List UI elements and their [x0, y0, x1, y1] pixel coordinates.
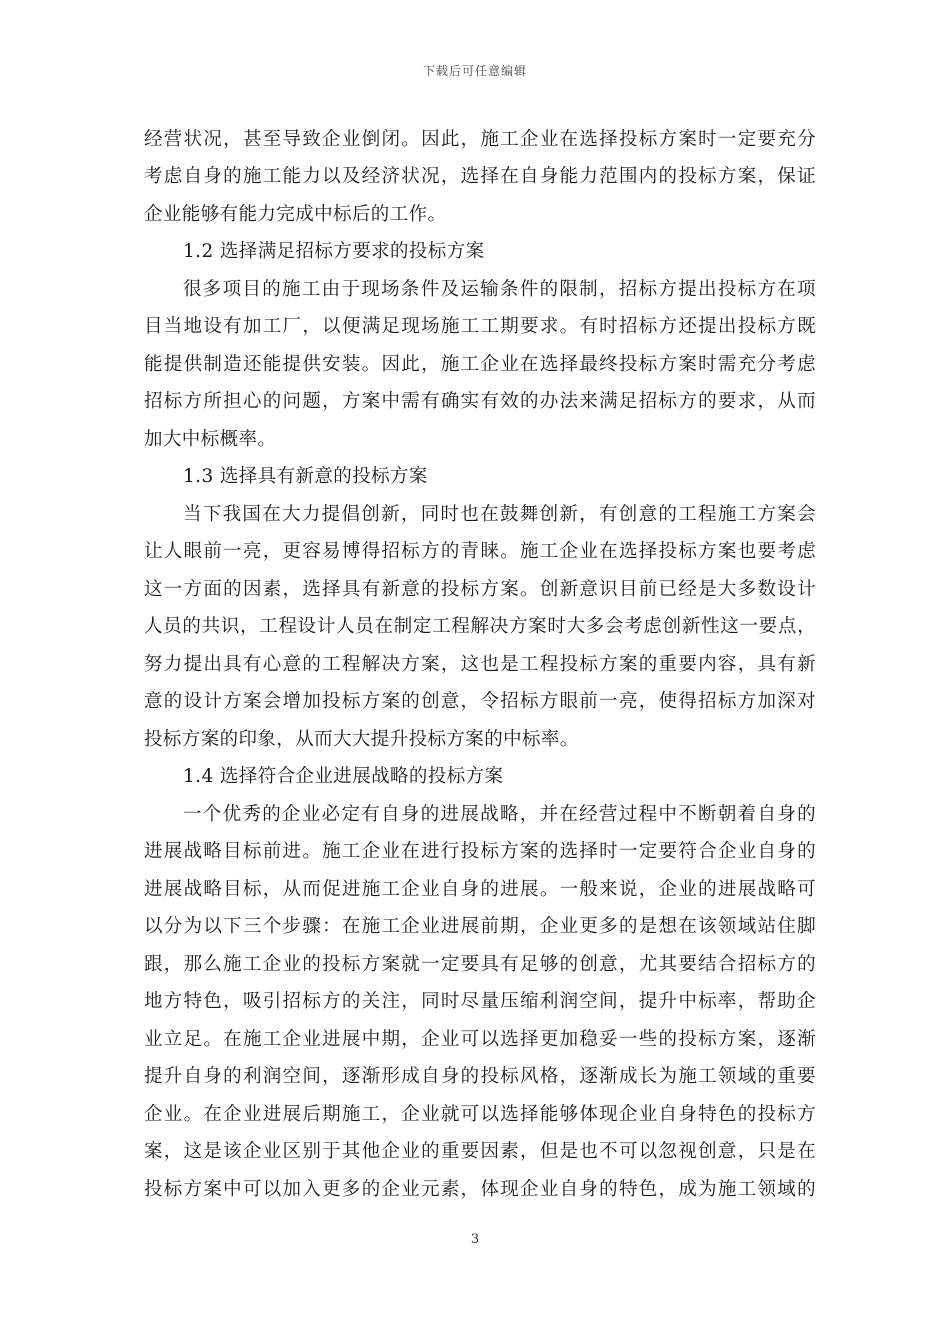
text-line: 业立足。在施工企业进展中期，企业可以选择更加稳妥一些的投标方案，逐渐: [144, 1029, 816, 1050]
text-line: 提升自身的利润空间，逐渐形成自身的投标风格，逐渐成长为施工领域的重要: [144, 1066, 816, 1087]
text-line: 企业能够有能力完成中标后的工作。: [144, 204, 447, 225]
section-heading: 1.2 选择满足招标方要求的投标方案: [183, 241, 485, 262]
text-line: 人员的共识，工程设计人员在制定工程解决方案时大多会考虑创新性这一要点，: [144, 616, 816, 637]
text-line: 投标方案的印象，从而大大提升投标方案的中标率。: [144, 729, 579, 750]
text-line: 案，这是该企业区别于其他企业的重要因素，但是也不可以忽视创意，只是在: [144, 1141, 816, 1162]
section-heading: 1.3 选择具有新意的投标方案: [183, 466, 428, 487]
text-line: 一个优秀的企业必定有自身的进展战略，并在经营过程中不断朝着自身的: [183, 804, 816, 825]
text-line: 目当地设有加工厂，以便满足现场施工工期要求。有时招标方还提出投标方既: [144, 316, 816, 337]
section-heading: 1.4 选择符合企业进展战略的投标方案: [183, 766, 504, 787]
text-line: 当下我国在大力提倡创新，同时也在鼓舞创新，有创意的工程施工方案会: [183, 504, 816, 525]
text-line: 让人眼前一亮，更容易博得招标方的青睐。施工企业在选择投标方案也要考虑: [144, 541, 816, 562]
text-line: 能提供制造还能提供安装。因此，施工企业在选择最终投标方案时需充分考虑: [144, 354, 816, 375]
text-line: 进展战略目标前进。施工企业在进行投标方案的选择时一定要符合企业自身的: [144, 841, 816, 862]
text-line: 经营状况，甚至导致企业倒闭。因此，施工企业在选择投标方案时一定要充分: [144, 129, 816, 150]
text-line: 进展战略目标，从而促进施工企业自身的进展。一般来说，企业的进展战略可: [144, 879, 816, 900]
page-header: 下载后可任意编辑: [422, 64, 527, 78]
text-line: 很多项目的施工由于现场条件及运输条件的限制，招标方提出投标方在项: [183, 279, 816, 300]
text-line: 加大中标概率。: [144, 429, 277, 450]
text-line: 投标方案中可以加入更多的企业元素，体现企业自身的特色，成为施工领域的: [144, 1179, 816, 1200]
page-number: 3: [470, 1232, 480, 1247]
text-line: 地方特色，吸引招标方的关注，同时尽量压缩利润空间，提升中标率，帮助企: [144, 991, 816, 1012]
text-line: 跟，那么施工企业的投标方案就一定要具有足够的创意，尤其要结合招标方的: [144, 954, 816, 975]
text-line: 这一方面的因素，选择具有新意的投标方案。创新意识目前已经是大多数设计: [144, 579, 816, 600]
text-line: 意的设计方案会增加投标方案的创意，令招标方眼前一亮，使得招标方加深对: [144, 691, 816, 712]
text-line: 招标方所担心的问题，方案中需有确实有效的办法来满足招标方的要求，从而: [144, 391, 816, 412]
text-line: 企业。在企业进展后期施工，企业就可以选择能够体现企业自身特色的投标方: [144, 1104, 816, 1125]
text-line: 努力提出具有心意的工程解决方案，这也是工程投标方案的重要内容，具有新: [144, 654, 816, 675]
text-line: 考虑自身的施工能力以及经济状况，选择在自身能力范围内的投标方案，保证: [144, 166, 816, 187]
text-line: 以分为以下三个步骤：在施工企业进展前期，企业更多的是想在该领域站住脚: [144, 916, 816, 937]
